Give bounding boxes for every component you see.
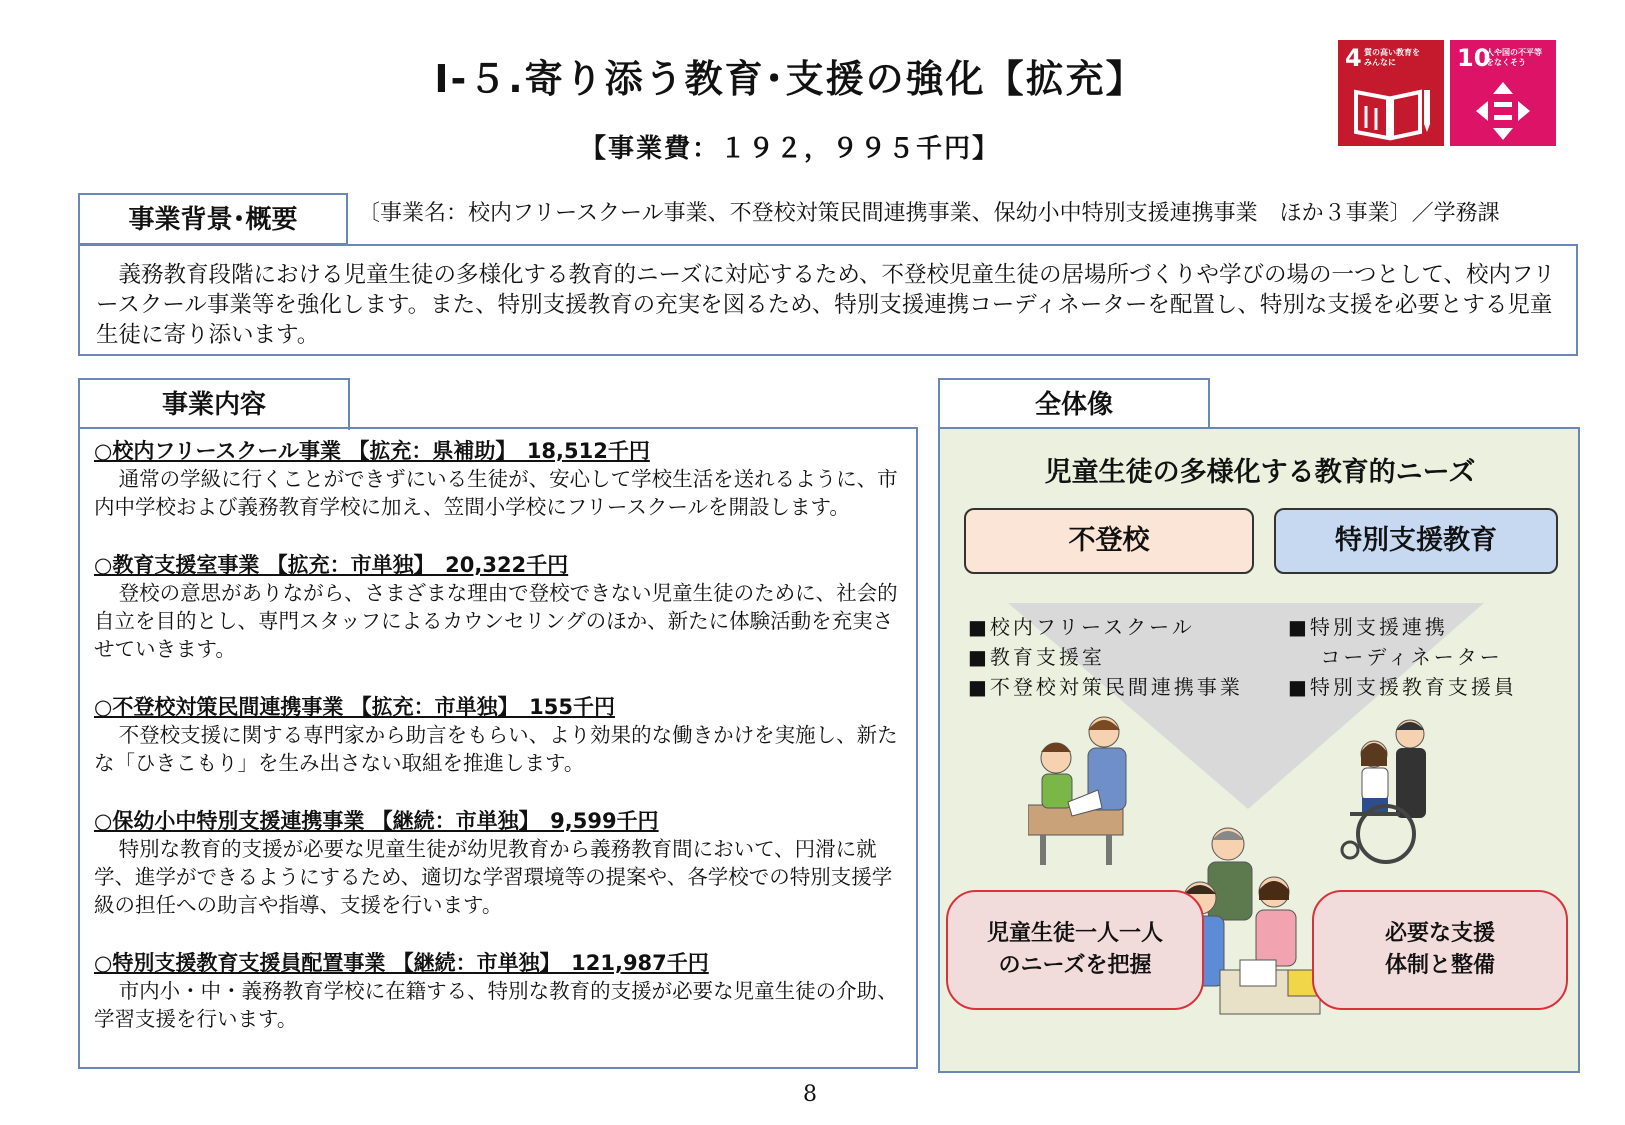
business-names: 〔事業名：校内フリースクール事業、不登校対策民間連携事業、保幼小中特別支援連携事業 ほか３事業〕／学務課 <box>358 201 1500 226</box>
content-tab: 事業内容 <box>78 378 350 430</box>
content-item-body: 不登校支援に関する専門家から助言をもらい、より効果的な働きかけを実施し、新たな「ひきこもり」を生み出さない取組を推進します。 <box>94 723 898 775</box>
book-pencil-icon <box>1338 40 1444 146</box>
content-item-heading: ○特別支援教育支援員配置事業 【継続：市単独】 121,987千円 <box>94 951 709 975</box>
sdg-4-number: 4 <box>1345 44 1362 72</box>
needs-assessment-box <box>946 890 1204 1010</box>
needs-assessment-line1: 児童生徒一人一人 <box>986 921 1163 946</box>
program-item: ■特別支援教育支援員 <box>1288 675 1517 699</box>
content-item <box>94 807 902 919</box>
special-support-box: 特別支援教育 <box>1274 508 1558 574</box>
content-item-heading: ○保幼小中特別支援連携事業 【継続：市単独】 9,599千円 <box>94 809 659 833</box>
support-system-line2: 体制と整備 <box>1384 953 1495 978</box>
content-item <box>94 949 902 1033</box>
content-item-body: 市内小・中・義務教育学校に在籍する、特別な教育的支援が必要な児童生徒の介助、学習支援を行います。 <box>94 979 898 1031</box>
needs-assessment-line2: のニーズを把握 <box>998 953 1152 978</box>
teacher-student-illustration <box>1028 710 1158 870</box>
support-system-line1: 必要な支援 <box>1384 921 1495 946</box>
sdg-4-badge <box>1338 40 1444 146</box>
content-item-heading: ○不登校対策民間連携事業 【拡充：市単独】 155千円 <box>94 695 615 719</box>
budget-label: 【事業費：１９２，９９５千円】 <box>579 134 1000 164</box>
sdg-10-badge <box>1450 40 1556 146</box>
program-list-left <box>968 612 1243 702</box>
program-item: ■教育支援室 <box>968 645 1105 669</box>
content-item <box>94 693 902 777</box>
overview-tab: 全体像 <box>938 378 1210 430</box>
background-text: 義務教育段階における児童生徒の多様化する教育的ニーズに対応するため、不登校児童生徒の居場所づくりや学びの場の一つとして、校内フリースクール事業等を強化します。また、特別支援教育の充実を図るため、特別支援連携コーディネーターを配置し、特別な支援を必要とする児童生徒に寄り添います。 <box>78 244 1578 356</box>
content-item-heading: ○校内フリースクール事業 【拡充：県補助】 18,512千円 <box>94 439 650 463</box>
futoko-box: 不登校 <box>964 508 1254 574</box>
sdg-4-text-2: みんなに <box>1364 58 1396 67</box>
content-item <box>94 551 902 663</box>
program-item: ■不登校対策民間連携事業 <box>968 675 1243 699</box>
sdg-10-text-1: 人や国の不平等 <box>1486 48 1542 57</box>
content-item <box>94 437 902 521</box>
content-item-body: 特別な教育的支援が必要な児童生徒が幼児教育から義務教育間において、円滑に就学、進学ができるようにするため、適切な学習環境等の提案や、各学校での特別支援学級の担任への助言や指導、支援を行います。 <box>94 837 893 917</box>
content-item-body: 登校の意思がありながら、さまざまな理由で登校できない児童生徒のために、社会的自立を目的とし、専門スタッフによるカウンセリングのほか、新たに体験活動を充実させていきます。 <box>94 581 898 661</box>
content-item-body: 通常の学級に行くことができずにいる生徒が、安心して学校生活を送れるように、市内中学校および義務教育学校に加え、笠間小学校にフリースクールを開設します。 <box>94 467 898 519</box>
page-number: 8 <box>803 1082 817 1107</box>
support-system-box <box>1312 890 1568 1010</box>
content-item-heading: ○教育支援室事業 【拡充：市単独】 20,322千円 <box>94 553 569 577</box>
sdg-4-text-1: 質の高い教育を <box>1364 48 1420 57</box>
background-tab: 事業背景･概要 <box>78 193 348 245</box>
needs-title: 児童生徒の多様化する教育的ニーズ <box>1044 457 1476 488</box>
page-title: Ⅰ-５.寄り添う教育･支援の強化【拡充】 <box>434 57 1146 101</box>
program-item: コーディネーター <box>1288 645 1503 669</box>
sdg-10-text-2: をなくそう <box>1486 58 1526 67</box>
sdg-10-number: 10 <box>1457 44 1491 72</box>
program-item: ■校内フリースクール <box>968 615 1195 639</box>
equality-arrows-icon <box>1450 40 1556 146</box>
program-list-right <box>1288 612 1517 702</box>
program-item: ■特別支援連携 <box>1288 615 1448 639</box>
content-box <box>78 427 918 1069</box>
